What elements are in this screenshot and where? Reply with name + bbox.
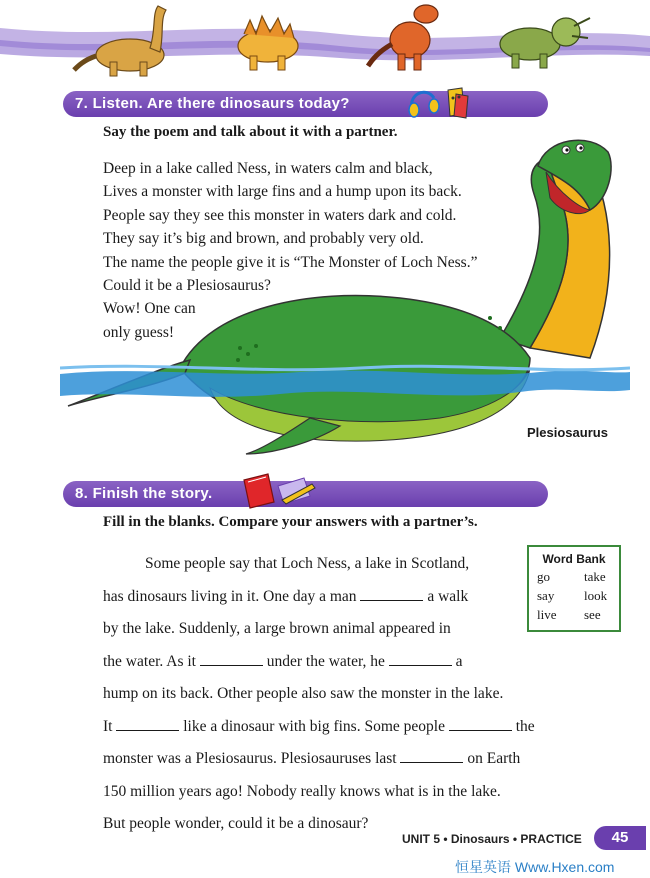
blank-6[interactable] [400,749,463,763]
poem-line: only guess! [103,323,175,341]
story-line: by the lake. Suddenly, a large brown animal appeared in [103,620,451,637]
poem-line: Lives a monster with large fins and a hump upon its back. [103,183,462,201]
poem-line: Could it be a Plesiosaurus? [103,277,271,295]
word-bank-word: look [584,588,608,603]
watermark: 恒星英语 Www.Hxen.com [455,859,615,875]
story-line: Some people say that Loch Ness, a lake in Scotland, [145,555,470,572]
section-7-header: 7. Listen. Are there dinosaurs today? [63,91,548,117]
stegosaurus-icon [238,16,298,70]
section-7-instruction: Say the poem and talk about it with a partner. [103,124,398,140]
story-line: 150 million years ago! Nobody really knows what is in the lake. [103,782,501,800]
dinosaur-banner [0,0,650,80]
word-bank-word: see [584,607,601,622]
banner-art [0,0,650,80]
story-text-part: the water. As it [103,652,200,670]
blank-3[interactable] [389,652,452,666]
story-text-part: has dinosaurs living in it. One day a man [103,587,361,605]
blank-1[interactable] [360,587,423,601]
section-8-instruction: Fill in the blanks. Compare your answers with a partner’s. [103,514,478,530]
word-bank-words [537,568,611,624]
story-text-part: a walk [423,587,469,605]
poem-line: People say they see this monster in waters dark and cold. [103,206,457,224]
blank-4[interactable] [116,717,179,731]
listen-speak-icon [404,82,474,122]
word-bank [527,545,621,632]
section-8-header: 8. Finish the story. [63,481,548,507]
story-text-part: under the water, he [262,652,389,670]
poem-line: Deep in a lake called Ness, in waters calm and black, [103,160,433,177]
story-text-part: the [511,717,535,735]
poem-line: They say it’s big and brown, and probably very old. [103,230,424,248]
poem-line: The name the people give it is “The Monster of Loch Ness.” [103,253,478,271]
story-line [103,646,583,679]
story-text-part: monster was a Plesiosaurus. Plesiosauruses last [103,750,401,767]
poem [103,157,477,344]
story-line: But people wonder, could it be a dinosaur? [103,815,369,832]
story-line: hump on its back. Other people also saw the monster in the lake. [103,685,504,702]
footer-unit-label: UNIT 5 • Dinosaurs • PRACTICE [402,832,582,846]
story-line [103,711,583,744]
story-line [103,743,583,776]
word-bank-word: live [537,607,557,622]
story-text-part: a [451,652,463,670]
plesiosaurus-caption: Plesiosaurus [527,425,608,440]
word-bank-word: say [537,588,555,603]
story-text-part: It [103,717,117,735]
word-bank-word: take [584,569,606,584]
story-text [103,548,583,841]
word-bank-title: Word Bank [542,552,606,566]
book-pencil-icon [240,472,318,512]
blank-2[interactable] [200,652,263,666]
word-bank-word: go [537,569,550,584]
story-text-part: on Earth [463,750,521,767]
poem-line: Wow! One can [103,300,196,318]
story-text-part: like a dinosaur with big fins. Some people [179,717,449,735]
page-number: 45 [594,826,646,850]
blank-5[interactable] [449,717,512,731]
story-line [103,581,583,614]
